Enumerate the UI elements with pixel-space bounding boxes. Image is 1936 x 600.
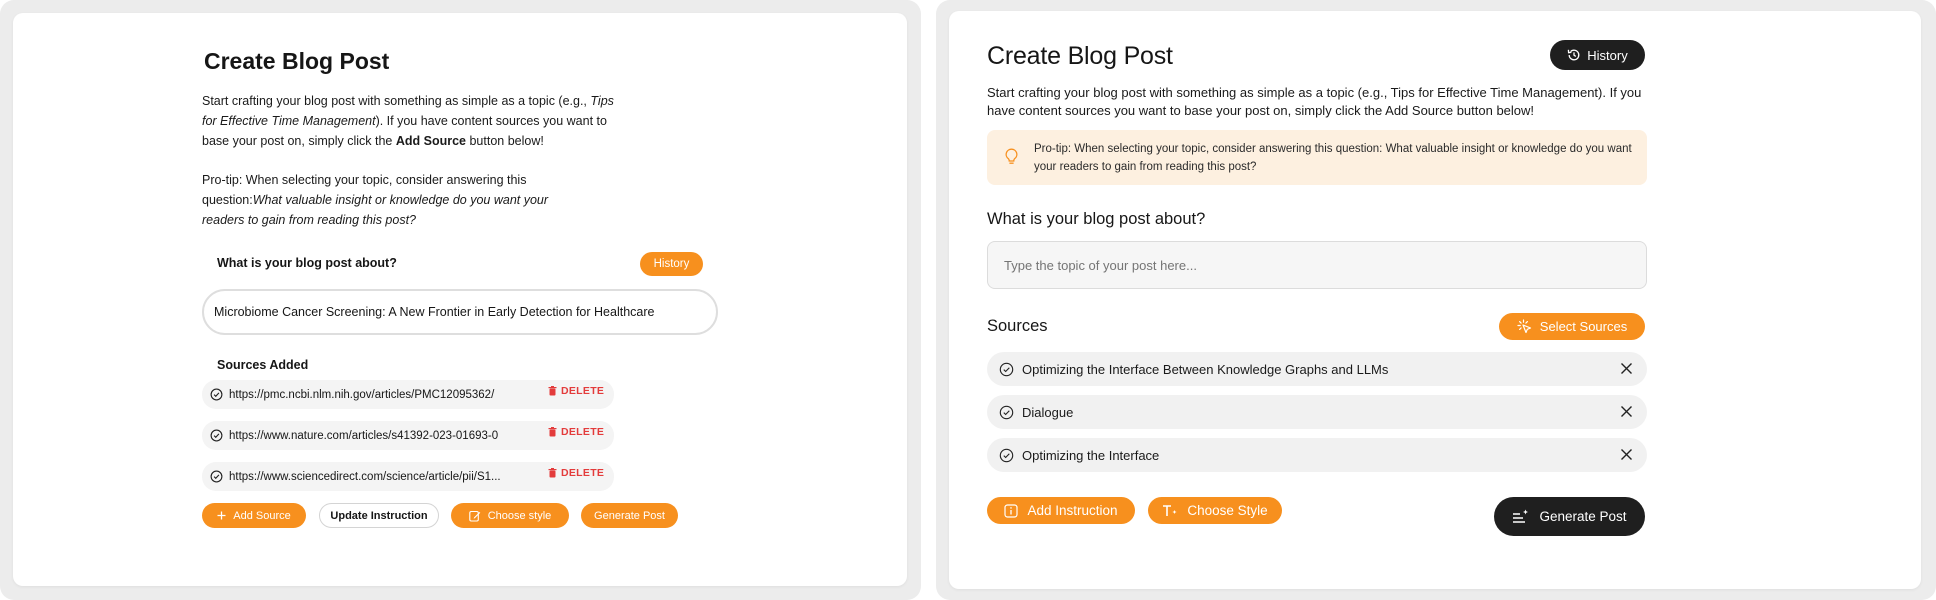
delete-label: DELETE <box>561 385 605 397</box>
delete-label: DELETE <box>561 426 605 438</box>
intro-part: ). If you have content sources you want to base your post on, simply click the <box>202 114 607 148</box>
add-source-label: Add Source <box>233 509 291 522</box>
topic-input-value: Microbiome Cancer Screening: A New Frontier in Early Detection for Healthcare <box>214 305 655 319</box>
trash-icon <box>548 427 557 437</box>
sources-label: Sources <box>987 317 1048 335</box>
close-icon[interactable] <box>1620 405 1633 418</box>
check-circle-icon <box>999 405 1014 420</box>
choose-style-label: Choose style <box>487 509 552 522</box>
delete-label: DELETE <box>561 467 605 479</box>
cursor-click-icon <box>1517 319 1532 334</box>
intro-text <box>202 91 622 151</box>
close-icon[interactable] <box>1620 448 1633 461</box>
topic-input[interactable] <box>202 289 718 335</box>
intro-text: Start crafting your blog post with something as simple as a topic (e.g., Tips for Effective Time Management). If you have content sources you want to base your post on, simply click the Add Source button below! <box>987 85 1642 118</box>
select-sources-label: Select Sources <box>1539 319 1628 334</box>
topic-input[interactable] <box>987 241 1647 289</box>
check-circle-icon <box>210 470 223 483</box>
source-row <box>202 421 614 450</box>
source-item <box>987 438 1647 472</box>
topic-label: What is your blog post about? <box>217 256 397 270</box>
source-title: Dialogue <box>1022 404 1074 420</box>
delete-source-button[interactable] <box>548 385 604 397</box>
intro-example: Tips for Effective Time Management <box>202 94 614 128</box>
source-title: Optimizing the Interface Between Knowledge Graphs and LLMs <box>1022 361 1389 377</box>
choose-style-button[interactable] <box>1148 497 1282 524</box>
choose-style-button[interactable] <box>451 503 569 528</box>
history-button[interactable]: History <box>640 252 703 276</box>
delete-source-button[interactable] <box>548 426 604 438</box>
history-button[interactable] <box>1550 40 1645 70</box>
protip-lead: Pro-tip: When selecting your topic, consider answering this question: <box>202 173 527 207</box>
source-url: https://pmc.ncbi.nlm.nih.gov/articles/PMC12095362/ <box>229 388 495 401</box>
check-circle-icon <box>210 429 223 442</box>
info-box-icon <box>1004 504 1018 518</box>
intro-part: button below! <box>466 134 544 148</box>
edit-icon <box>469 510 481 522</box>
protip-text: Pro-tip: When selecting your topic, consider answering this question: What valuable insight or knowledge do you want your readers to gain from reading this post? <box>1034 143 1632 173</box>
trash-icon <box>548 386 557 396</box>
page-title: Create Blog Post <box>987 42 1173 70</box>
plus-icon <box>217 511 226 520</box>
choose-style-label: Choose Style <box>1187 503 1268 518</box>
protip-text <box>202 170 582 230</box>
source-item <box>987 352 1647 386</box>
generate-post-button[interactable]: Generate Post <box>581 503 678 528</box>
add-instruction-label: Add Instruction <box>1027 503 1118 518</box>
lightbulb-icon <box>1004 148 1019 166</box>
source-row <box>202 380 614 409</box>
intro-add-source-bold: Add Source <box>395 134 466 148</box>
source-url: https://www.nature.com/articles/s41392-023-01693-0 <box>229 429 499 442</box>
source-url: https://www.sciencedirect.com/science/article/pii/S1... <box>229 470 501 483</box>
source-row <box>202 462 614 491</box>
sources-added-label: Sources Added <box>217 358 309 372</box>
generate-post-label: Generate Post <box>1539 509 1627 524</box>
sparkle-lines-icon <box>1512 509 1529 524</box>
add-instruction-button[interactable] <box>987 497 1135 524</box>
add-source-button[interactable] <box>202 503 306 528</box>
source-title: Optimizing the Interface <box>1022 447 1160 463</box>
text-style-icon <box>1162 504 1178 518</box>
check-circle-icon <box>210 388 223 401</box>
history-icon <box>1567 48 1581 62</box>
check-circle-icon <box>999 362 1014 377</box>
close-icon[interactable] <box>1620 362 1633 375</box>
generate-post-button[interactable] <box>1494 497 1645 536</box>
trash-icon <box>548 468 557 478</box>
topic-label: What is your blog post about? <box>987 210 1206 228</box>
protip-question: What valuable insight or knowledge do you want your readers to gain from reading this post? <box>202 193 549 227</box>
source-item <box>987 395 1647 429</box>
check-circle-icon <box>999 448 1014 463</box>
select-sources-button[interactable] <box>1499 313 1645 340</box>
history-label: History <box>1587 47 1628 63</box>
delete-source-button[interactable] <box>548 467 604 479</box>
intro-part: Start crafting your blog post with something as simple as a topic (e.g., <box>202 94 591 108</box>
page-title: Create Blog Post <box>204 48 390 74</box>
update-instruction-button[interactable]: Update Instruction <box>319 503 439 528</box>
